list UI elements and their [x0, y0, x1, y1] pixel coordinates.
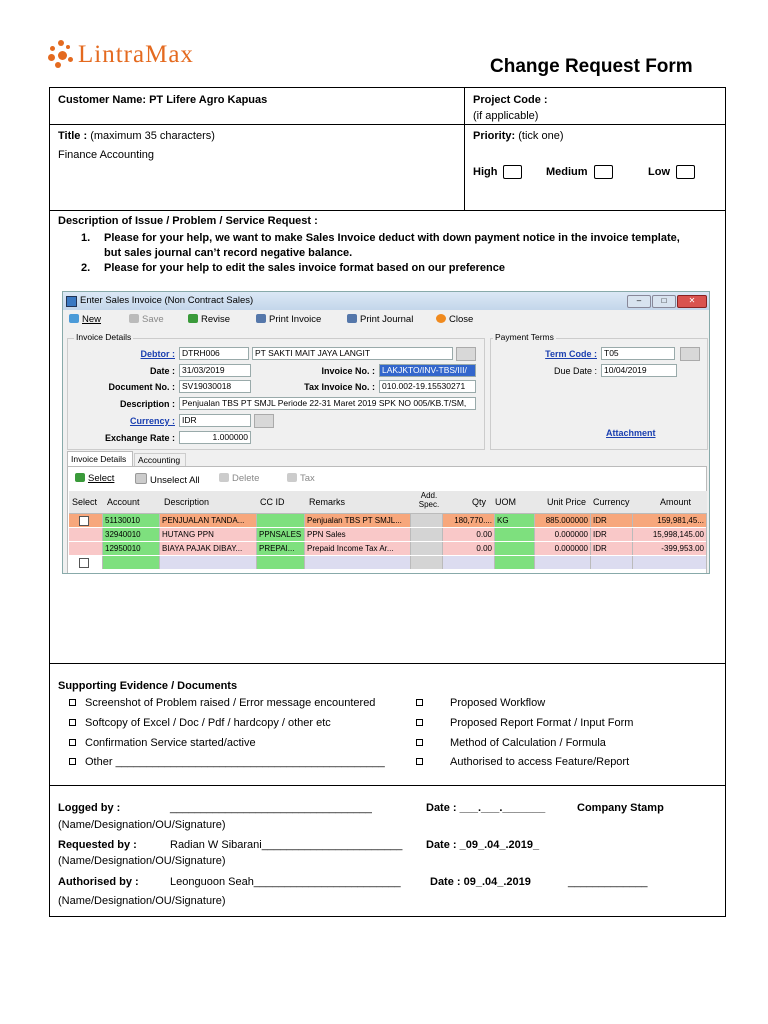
description-item-2: Please for your help to edit the sales invoice format based on our preference	[104, 262, 506, 274]
column-header[interactable]: Select	[72, 497, 98, 507]
revise-button[interactable]: Revise	[188, 314, 230, 325]
column-header[interactable]: Account	[107, 497, 140, 507]
table-cell[interactable]: 180,770....	[443, 514, 495, 527]
priority-low[interactable]: Low	[648, 165, 695, 179]
table-row[interactable]	[69, 542, 709, 555]
table-cell[interactable]	[495, 556, 535, 569]
delete-icon	[219, 473, 229, 482]
tax-icon	[287, 473, 297, 482]
checkbox-icon[interactable]	[69, 699, 76, 706]
app-icon	[66, 296, 77, 307]
table-cell[interactable]: 159,981,45...	[633, 514, 707, 527]
table-cell[interactable]: 32940010	[103, 528, 160, 541]
row-select-cell[interactable]	[69, 542, 103, 555]
due-date-field[interactable]: 10/04/2019	[601, 364, 677, 377]
description-item-1: Please for your help, we want to make Sales Invoice deduct with down payment notice in the invoice template,	[104, 232, 680, 244]
row-checkbox[interactable]	[79, 516, 89, 526]
table-cell[interactable]: 12950010	[103, 542, 160, 555]
checkbox-icon[interactable]	[69, 758, 76, 765]
table-cell[interactable]	[411, 556, 443, 569]
table-cell[interactable]: 0.000000	[535, 528, 591, 541]
table-cell[interactable]: Penjualan TBS PT SMJL...	[305, 514, 411, 527]
row-select-cell[interactable]	[69, 514, 103, 527]
currency-link[interactable]: Currency :	[129, 416, 175, 426]
table-cell[interactable]	[257, 556, 305, 569]
table-cell[interactable]	[305, 556, 411, 569]
table-cell[interactable]: IDR	[591, 528, 633, 541]
divider	[464, 88, 465, 210]
tab-accounting[interactable]: Accounting	[134, 453, 186, 466]
close-window-icon[interactable]: ✕	[677, 295, 707, 308]
table-cell[interactable]: PPNSALES	[257, 528, 305, 541]
tax-invoice-no-label: Tax Invoice No. :	[304, 382, 375, 392]
checkbox-icon[interactable]	[416, 758, 423, 765]
table-cell[interactable]: 15,998,145.00	[633, 528, 707, 541]
table-cell[interactable]	[257, 514, 305, 527]
evidence-option: Softcopy of Excel / Doc / Pdf / hardcopy / other etc	[85, 717, 331, 729]
table-row[interactable]	[69, 514, 709, 527]
customer-name-label: Customer Name: PT Lifere Agro Kapuas	[58, 94, 268, 106]
title-value: Finance Accounting	[58, 149, 155, 161]
checkbox-icon[interactable]	[416, 719, 423, 726]
row-select-cell[interactable]	[69, 556, 103, 569]
table-cell[interactable]: 0.00	[443, 542, 495, 555]
term-code-link[interactable]: Term Code :	[545, 349, 597, 359]
payment-terms-group-label: Payment Terms	[495, 332, 554, 342]
tax-button[interactable]: Tax	[287, 473, 315, 484]
form-title: Change Request Form	[490, 56, 693, 77]
description-item-number: 2.	[81, 262, 91, 274]
delete-button[interactable]: Delete	[219, 473, 259, 484]
divider	[50, 785, 725, 786]
column-header[interactable]: Currency	[593, 497, 630, 507]
table-cell[interactable]: -399,953.00	[633, 542, 707, 555]
sales-invoice-screenshot	[62, 291, 710, 574]
divider	[50, 210, 725, 211]
evidence-option: Proposed Workflow	[450, 697, 546, 709]
priority-high-checkbox[interactable]	[503, 165, 522, 179]
table-cell[interactable]: PREPAI...	[257, 542, 305, 555]
minimize-icon[interactable]: –	[627, 295, 651, 308]
table-cell[interactable]	[633, 556, 707, 569]
table-cell[interactable]: BIAYA PAJAK DIBAY...	[160, 542, 257, 555]
invoice-no-field[interactable]: LAKJKTO/INV-TBS/III/	[379, 364, 476, 377]
authorised-by-label: Authorised by :	[58, 876, 139, 888]
table-cell[interactable]: 51130010	[103, 514, 160, 527]
invoice-details-group-label: Invoice Details	[76, 332, 132, 342]
column-header[interactable]: Remarks	[309, 497, 346, 507]
table-cell[interactable]: PPN Sales	[305, 528, 411, 541]
select-button[interactable]: Select	[75, 473, 114, 484]
table-cell[interactable]	[411, 514, 443, 527]
priority-label: Priority: (tick one)	[473, 130, 564, 142]
description-heading: Description of Issue / Problem / Service Request :	[58, 215, 318, 227]
table-cell[interactable]	[495, 528, 535, 541]
column-header[interactable]: CC ID	[260, 497, 285, 507]
toolbar	[63, 311, 709, 329]
project-code-note: (if applicable)	[473, 110, 539, 122]
checkbox-icon[interactable]	[416, 699, 423, 706]
description-item-1-cont: but sales journal can’t record negative balance.	[104, 247, 353, 259]
description-item-number: 1.	[81, 232, 91, 244]
window-titlebar	[63, 292, 709, 310]
debtor-name-field[interactable]: PT SAKTI MAIT JAYA LANGIT	[252, 347, 453, 360]
exchange-rate-field[interactable]: 1.000000	[179, 431, 251, 444]
table-cell[interactable]: PENJUALAN TANDA...	[160, 514, 257, 527]
column-header[interactable]: Unit Price	[547, 497, 587, 507]
check-icon	[75, 473, 85, 482]
date-label: Date :	[149, 366, 175, 376]
row-select-cell[interactable]	[69, 528, 103, 541]
company-stamp-label: Company Stamp	[577, 802, 664, 814]
priority-medium[interactable]: Medium	[546, 165, 613, 179]
logged-by-label: Logged by :	[58, 802, 121, 814]
evidence-option: Other ____________________________________________	[85, 756, 385, 768]
window-title: Enter Sales Invoice (Non Contract Sales)	[80, 295, 254, 306]
evidence-option: Method of Calculation / Formula	[450, 737, 606, 749]
logged-by-line[interactable]: _________________________________	[170, 802, 372, 814]
priority-high[interactable]: High	[473, 165, 522, 179]
table-cell[interactable]: HUTANG PPN	[160, 528, 257, 541]
name-designation-note: (Name/Designation/OU/Signature)	[58, 895, 226, 907]
document-no-label: Document No. :	[108, 382, 175, 392]
evidence-heading: Supporting Evidence / Documents	[58, 680, 238, 692]
table-cell[interactable]: IDR	[591, 542, 633, 555]
unselect-all-button[interactable]: Unselect All	[135, 473, 200, 486]
date-field[interactable]: 31/03/2019	[179, 364, 251, 377]
table-cell[interactable]	[160, 556, 257, 569]
revise-icon	[188, 314, 198, 323]
name-designation-note: (Name/Designation/OU/Signature)	[58, 819, 226, 831]
title-label: Title : (maximum 35 characters)	[58, 130, 215, 142]
new-icon	[69, 314, 79, 323]
save-icon	[129, 314, 139, 323]
customer-name-value: PT Lifere Agro Kapuas	[149, 94, 268, 106]
table-cell[interactable]: KG	[495, 514, 535, 527]
print-journal-button[interactable]: Print Journal	[347, 314, 413, 325]
checkbox-icon[interactable]	[69, 719, 76, 726]
table-row[interactable]	[69, 556, 709, 569]
attachment-link[interactable]: Attachment	[606, 428, 656, 438]
evidence-option: Authorised to access Feature/Report	[450, 756, 630, 768]
debtor-link[interactable]: Debtor :	[140, 349, 175, 359]
table-cell[interactable]	[591, 556, 633, 569]
tax-invoice-no-field[interactable]: 010.002-19.15530271	[379, 380, 476, 393]
company-logo	[48, 40, 194, 70]
close-icon	[436, 314, 446, 323]
logged-date[interactable]: Date : ___.___._______	[426, 802, 546, 814]
close-button[interactable]: Close	[436, 314, 473, 325]
evidence-option: Confirmation Service started/active	[85, 737, 256, 749]
due-date-label: Due Date :	[553, 366, 597, 376]
table-cell[interactable]	[495, 542, 535, 555]
name-designation-note: (Name/Designation/OU/Signature)	[58, 855, 226, 867]
invoice-no-label: Invoice No. :	[321, 366, 375, 376]
printer-icon	[256, 314, 266, 323]
stamp-line[interactable]: _____________	[568, 876, 648, 888]
column-header[interactable]: UOM	[495, 497, 516, 507]
save-button[interactable]: Save	[129, 314, 164, 325]
description-field[interactable]: Penjualan TBS PT SMJL Periode 22-31 Maret 2019 SPK NO 005/KB.T/SM,	[179, 397, 476, 410]
requested-by-label: Requested by :	[58, 839, 137, 851]
table-row[interactable]	[69, 528, 709, 541]
new-button[interactable]: New	[69, 314, 101, 325]
table-cell[interactable]	[411, 542, 443, 555]
project-code-label: Project Code :	[473, 94, 548, 106]
authorised-date[interactable]: Date : 09_.04_.2019	[430, 876, 531, 888]
checkbox-icon[interactable]	[69, 739, 76, 746]
exchange-rate-label: Exchange Rate :	[104, 433, 175, 443]
row-checkbox[interactable]	[79, 558, 89, 568]
term-code-field[interactable]: T05	[601, 347, 675, 360]
table-cell[interactable]: 0.000000	[535, 542, 591, 555]
table-cell[interactable]: 0.00	[443, 528, 495, 541]
table-cell[interactable]: IDR	[591, 514, 633, 527]
divider	[50, 663, 725, 664]
table-cell[interactable]	[411, 528, 443, 541]
description-label: Description :	[119, 399, 175, 409]
table-cell[interactable]	[103, 556, 160, 569]
evidence-option: Screenshot of Problem raised / Error message encountered	[85, 697, 376, 709]
authorised-by-value[interactable]: Leonguoon Seah________________________	[170, 876, 401, 888]
column-header[interactable]: Add. Spec.	[418, 491, 440, 509]
logo-mark-icon	[48, 40, 76, 70]
priority-medium-checkbox[interactable]	[594, 165, 613, 179]
requested-by-value[interactable]: Radian W Sibarani_______________________	[170, 839, 403, 851]
debtor-lookup-button[interactable]	[456, 347, 476, 361]
column-header[interactable]: Qty	[472, 497, 487, 507]
currency-lookup-button[interactable]	[254, 414, 274, 428]
print-invoice-button[interactable]: Print Invoice	[256, 314, 321, 325]
tab-invoice-details[interactable]: Invoice Details	[67, 451, 133, 466]
uncheck-icon	[135, 473, 147, 484]
debtor-code-field[interactable]: DTRH006	[179, 347, 249, 360]
table-cell[interactable]: Prepaid Income Tax Ar...	[305, 542, 411, 555]
maximize-icon[interactable]: □	[652, 295, 676, 308]
priority-low-checkbox[interactable]	[676, 165, 695, 179]
requested-date[interactable]: Date : _09_.04_.2019_	[426, 839, 540, 851]
divider	[50, 124, 725, 125]
checkbox-icon[interactable]	[416, 739, 423, 746]
column-header[interactable]: Description	[164, 497, 210, 507]
evidence-option: Proposed Report Format / Input Form	[450, 717, 634, 729]
logo-text: LintraMax	[78, 41, 194, 68]
table-cell[interactable]	[443, 556, 495, 569]
document-no-field[interactable]: SV19030018	[179, 380, 251, 393]
term-code-lookup-button[interactable]	[680, 347, 700, 361]
table-cell[interactable]	[535, 556, 591, 569]
printer-icon	[347, 314, 357, 323]
table-cell[interactable]: 885.000000	[535, 514, 591, 527]
currency-field[interactable]: IDR	[179, 414, 251, 427]
column-header[interactable]: Amount	[660, 497, 692, 507]
grid-header	[69, 491, 707, 514]
